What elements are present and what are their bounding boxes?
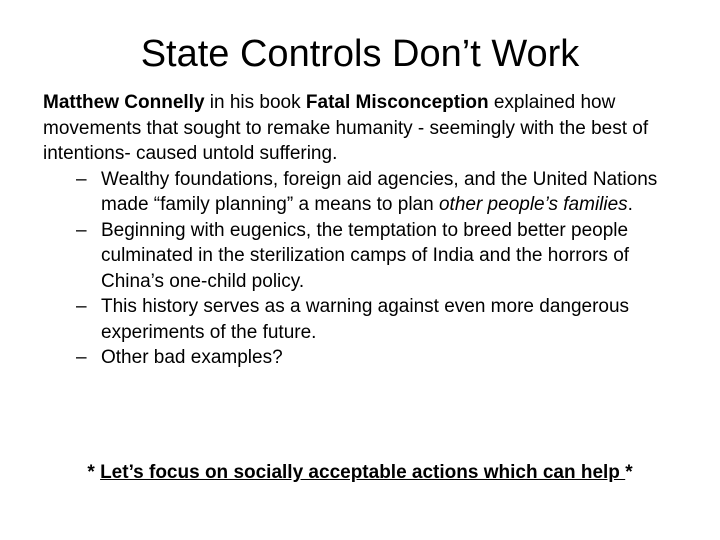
bullet-item [43, 167, 683, 218]
footer-prefix: * [87, 462, 101, 483]
bullet-dash: – [76, 219, 87, 241]
footer-callout [0, 460, 720, 486]
bullet-item [43, 294, 683, 345]
bullet-end: . [627, 194, 633, 215]
bullet-text: This history serves as a warning against even more dangerous experiments of the future. [101, 296, 630, 343]
bullet-text: Other bad examples? [101, 347, 283, 368]
bullet-text: Beginning with eugenics, the temptation to breed better people culminated in the sterilization camps of India and the horrors of China’s one-child policy. [101, 219, 630, 292]
intro-text-1: in his book [204, 92, 306, 113]
bullet-dash: – [76, 296, 87, 317]
intro-text-2: explained how movements that sought to remake humanity - seemingly with the best of intentions- caused untold suffering. [43, 92, 649, 164]
slide-body [43, 90, 683, 371]
bullet-dash: – [76, 347, 87, 368]
book-title: Fatal Misconception [305, 92, 489, 113]
intro-paragraph [43, 90, 683, 167]
bullet-dash: – [76, 168, 87, 190]
author-name: Matthew Connelly [43, 92, 205, 113]
bullet-italic-text: other people’s families [438, 194, 628, 215]
bullet-item [43, 345, 683, 371]
bullet-item [43, 218, 683, 295]
footer-suffix: * [625, 462, 633, 483]
footer-underlined-text: Let’s focus on socially acceptable actions which can help [100, 462, 626, 483]
slide-title: State Controls Don’t Work [140, 33, 580, 75]
bullet-text: Wealthy foundations, foreign aid agencies, and the United Nations made “family planning” a means to plan [101, 168, 658, 215]
bullet-list [43, 167, 683, 371]
